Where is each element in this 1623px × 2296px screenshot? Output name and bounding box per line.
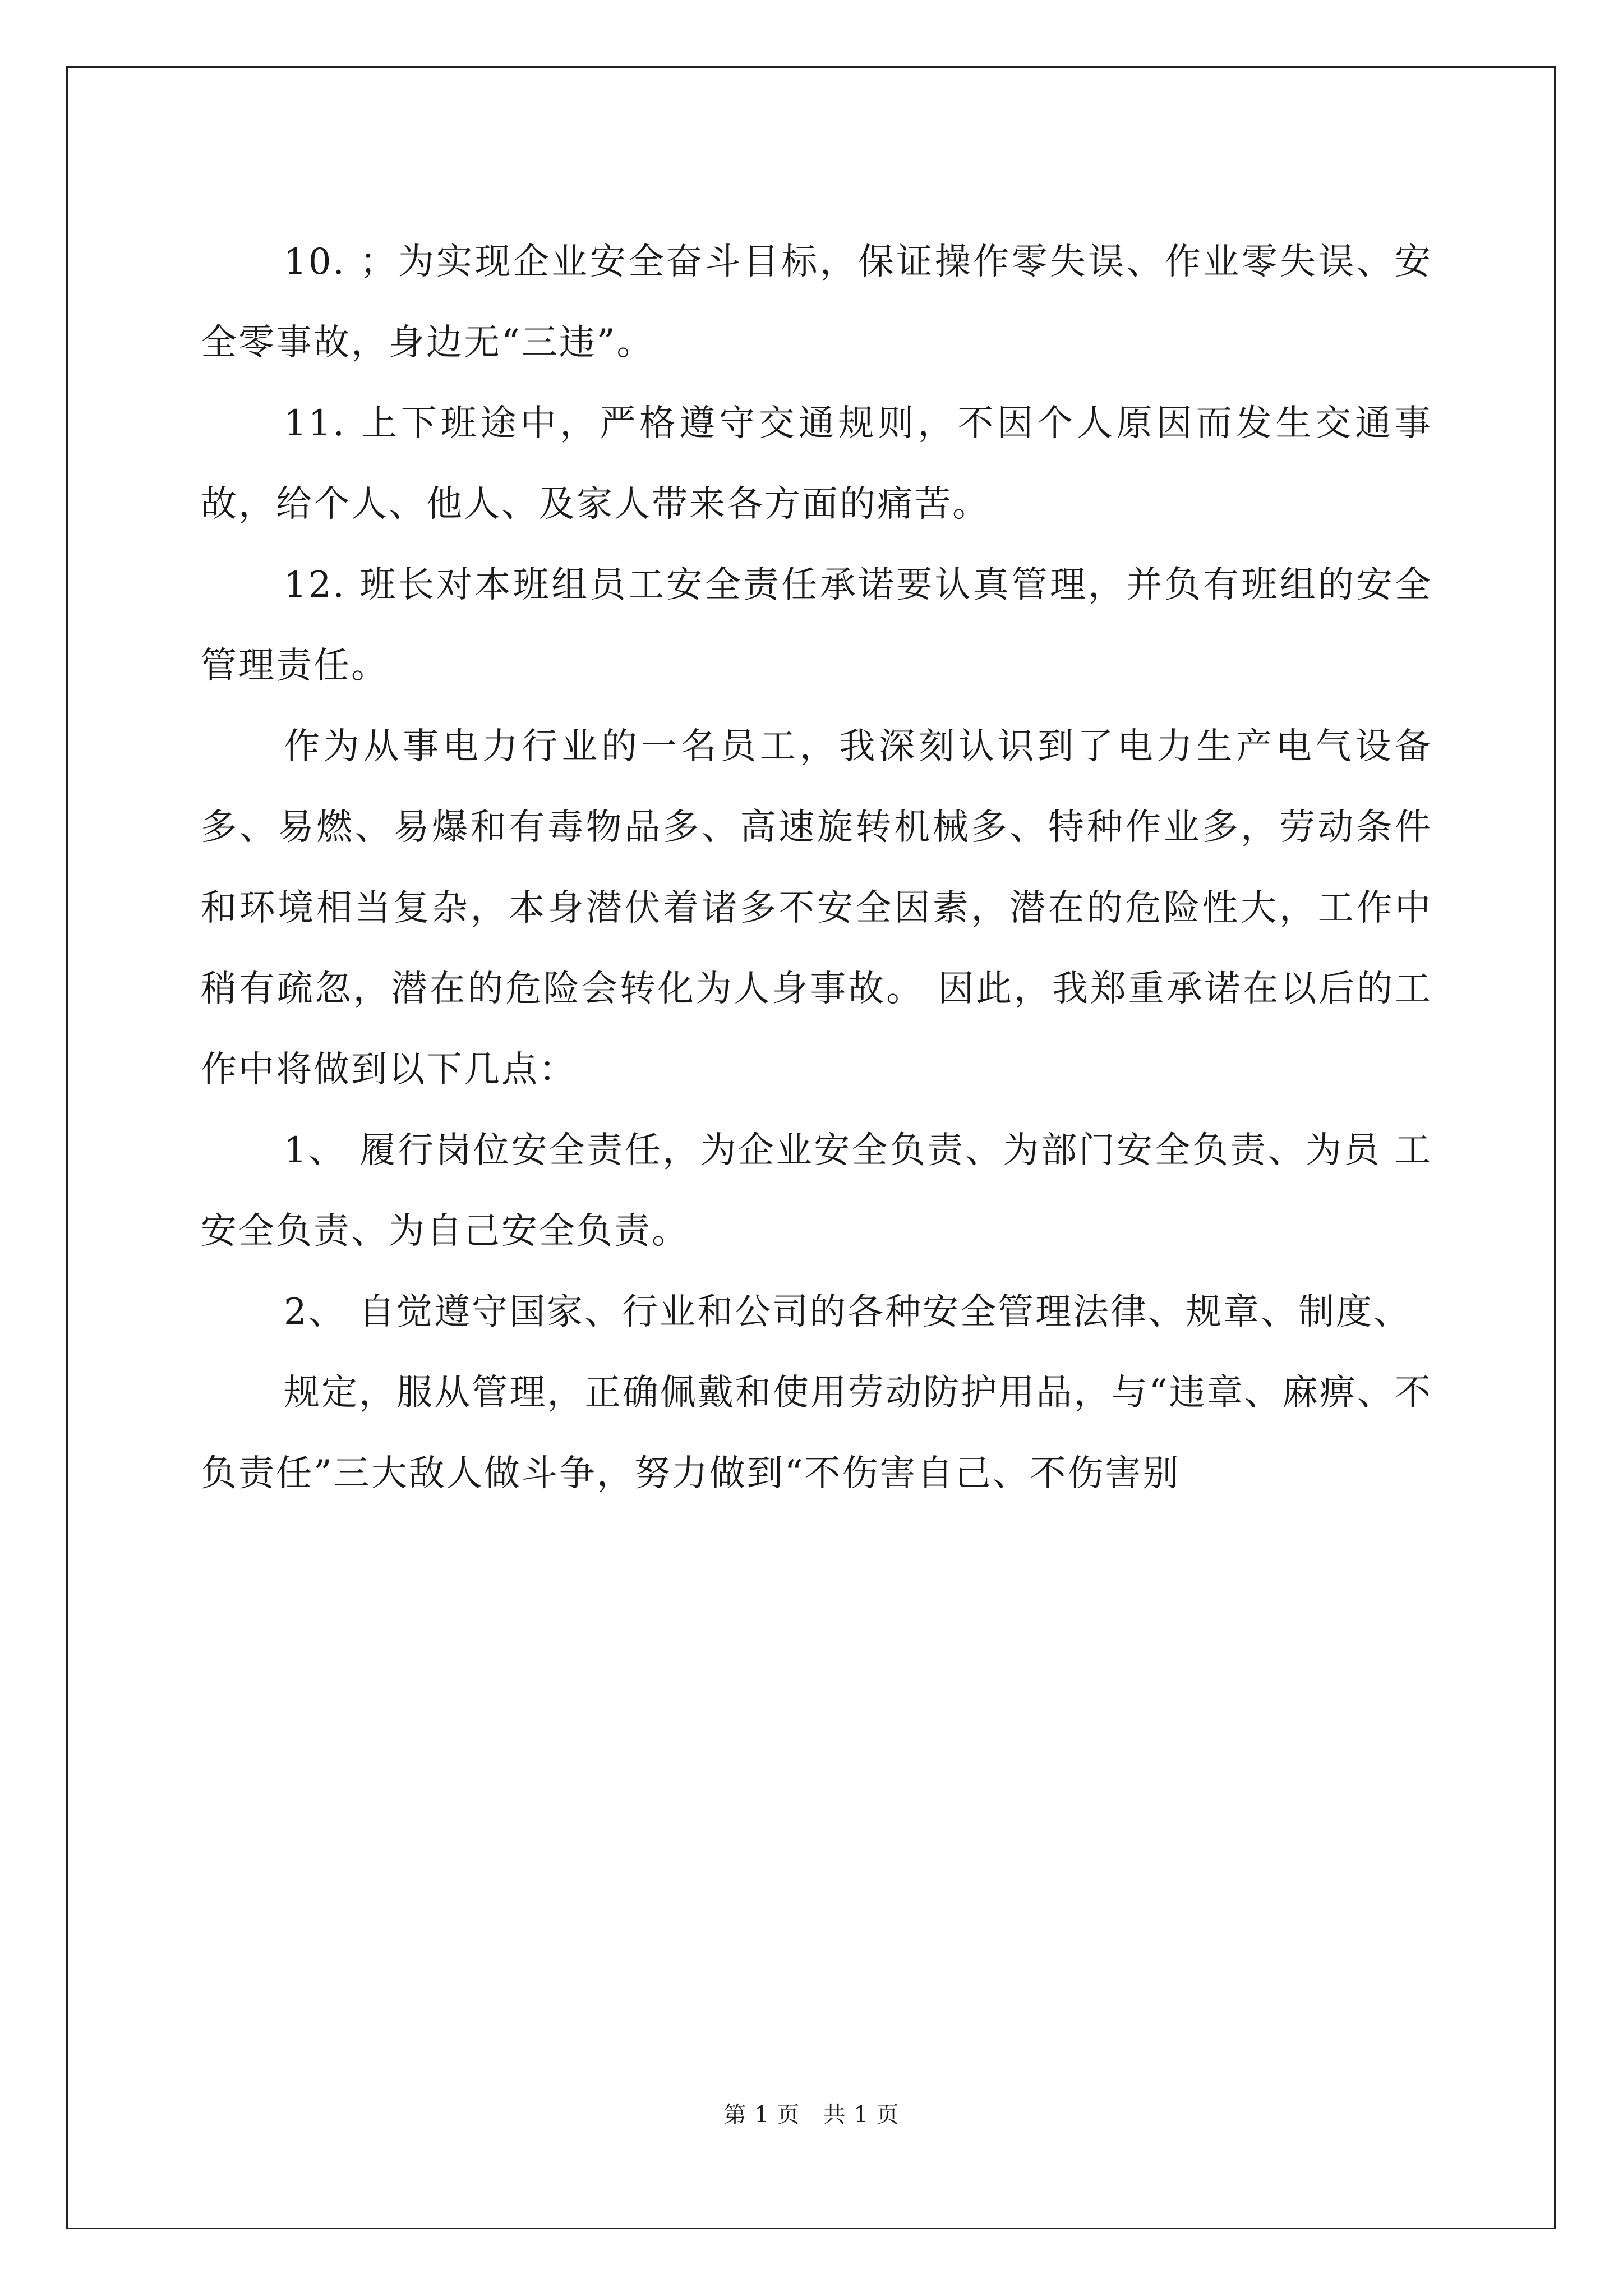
paragraph-point-1: 1、 履行岗位安全责任，为企业安全负责、为部门安全负责、为员 工安全负责、为自己安全负责。: [201, 1130, 1432, 1252]
page-total: 共 1 页: [823, 2102, 900, 2128]
page-footer: [0, 2098, 1623, 2132]
paragraph-item-11: 11. 上下班途中，严格遵守交通规则，不因个人原因而发生交通事故，给个人、他人、及家人带来各方面的痛苦。: [201, 403, 1432, 525]
document-body: [201, 222, 1432, 1514]
page-number: 第 1 页: [723, 2102, 800, 2128]
paragraph-point-2: 2、 自觉遵守国家、行业和公司的各种安全管理法律、规章、制度、: [284, 1291, 1412, 1333]
paragraph-point-2-continued: 规定，服从管理，正确佩戴和使用劳动防护用品，与“违章、麻痹、不负责任”三大敌人做斗争，努力做到“不伤害自己、不伤害别: [201, 1372, 1432, 1494]
paragraph-item-10: 10. ；为实现企业安全奋斗目标，保证操作零失误、作业零失误、安全零事故，身边无“三违”。: [201, 241, 1432, 364]
paragraph-item-12: 12. 班长对本班组员工安全责任承诺要认真管理，并负有班组的安全管理责任。: [201, 564, 1432, 687]
paragraph-commitment-intro: 作为从事电力行业的一名员工，我深刻认识到了电力生产电气设备多、易燃、易爆和有毒物品多、高速旋转机械多、特种作业多，劳动条件和环境相当复杂，本身潜伏着诸多不安全因素，潜在的危险性大，工作中稍有疏忽，潜在的危险会转化为人身事故。 因此，我郑重承诺在以后的工作中将做到以下几点：: [201, 726, 1432, 1091]
